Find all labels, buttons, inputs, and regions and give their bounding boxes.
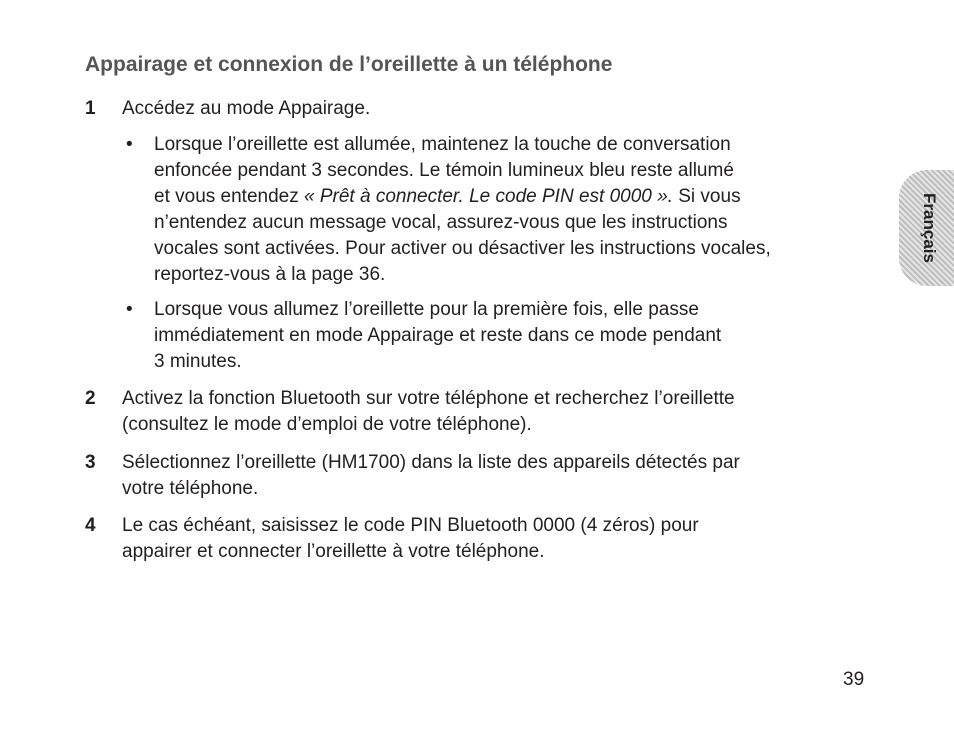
step-line: (consultez le mode d’emploi de votre téléphone). bbox=[122, 414, 532, 435]
step-text bbox=[122, 513, 872, 565]
step-line: Le cas échéant, saisissez le code PIN Bluetooth 0000 (4 zéros) pour bbox=[122, 515, 699, 536]
bullet-line: vocales sont activées. Pour activer ou désactiver les instructions vocales, bbox=[154, 238, 771, 259]
bullet-text bbox=[154, 297, 884, 375]
step-line: appairer et connecter l’oreillette à votre téléphone. bbox=[122, 541, 545, 562]
bullet-line: Lorsque l’oreillette est allumée, maintenez la touche de conversation bbox=[154, 134, 731, 155]
step-line: Activez la fonction Bluetooth sur votre téléphone et recherchez l’oreillette bbox=[122, 388, 735, 409]
step-number: 2 bbox=[85, 388, 96, 409]
bullet-line bbox=[154, 184, 884, 210]
voice-prompt-quote: « Prêt à connecter. Le code PIN est 0000 ». bbox=[304, 186, 673, 207]
section-heading: Appairage et connexion de l’oreillette à un téléphone bbox=[85, 53, 613, 76]
bullet-line: immédiatement en mode Appairage et reste dans ce mode pendant bbox=[154, 325, 722, 346]
bullet-icon: • bbox=[126, 134, 133, 155]
bullet-line-text: Si vous bbox=[672, 186, 741, 207]
step-text bbox=[122, 386, 872, 438]
step-text bbox=[122, 450, 872, 502]
bullet-line-text: et vous entendez bbox=[154, 186, 304, 207]
step-number: 3 bbox=[85, 452, 96, 473]
bullet-text bbox=[154, 132, 884, 288]
bullet-line: reportez-vous à la page 36. bbox=[154, 264, 386, 285]
step-line: votre téléphone. bbox=[122, 478, 259, 499]
bullet-icon: • bbox=[126, 299, 133, 320]
step-text bbox=[122, 96, 872, 122]
language-tab-label: Français bbox=[920, 193, 939, 263]
step-line: Accédez au mode Appairage. bbox=[122, 98, 371, 119]
bullet-line: enfoncée pendant 3 secondes. Le témoin lumineux bleu reste allumé bbox=[154, 160, 734, 181]
bullet-line: Lorsque vous allumez l’oreillette pour la première fois, elle passe bbox=[154, 299, 699, 320]
bullet-line: n’entendez aucun message vocal, assurez-vous que les instructions bbox=[154, 212, 728, 233]
language-tab bbox=[899, 170, 954, 286]
bullet-line: 3 minutes. bbox=[154, 351, 242, 372]
step-line: Sélectionnez l’oreillette (HM1700) dans la liste des appareils détectés par bbox=[122, 452, 740, 473]
step-number: 4 bbox=[85, 515, 96, 536]
step-number: 1 bbox=[85, 98, 96, 119]
page-number: 39 bbox=[843, 669, 865, 690]
